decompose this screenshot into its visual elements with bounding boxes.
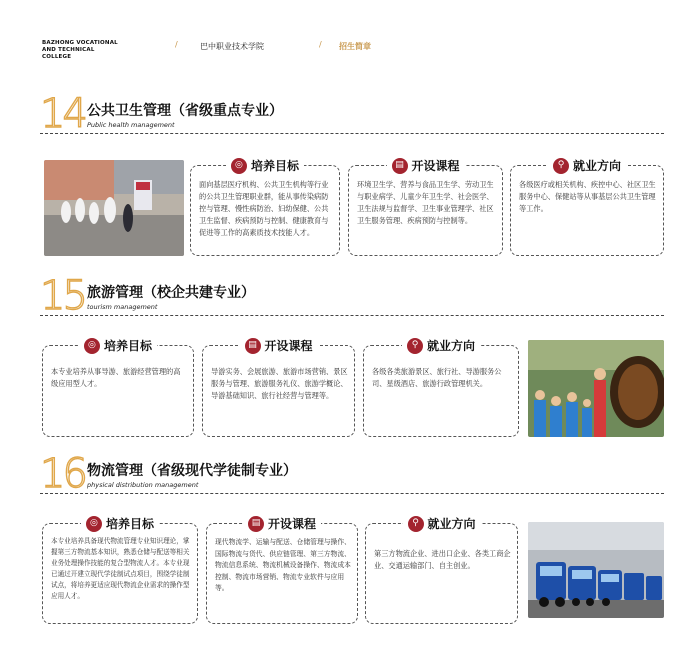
card-training-goal: ◎ 培养目标 本专业培养从事导游、旅游经营管理的高级应用型人才。 bbox=[42, 345, 194, 437]
card-courses: ▤ 开设课程 现代物流学、运输与配送、仓储管理与操作、国际物流与货代、供应链管理、第三方物流、物流信息系统、物流机械设备操作、物流成本控制、物流市场营销、物流专业软件与应用等。 bbox=[206, 523, 358, 624]
section-title: 物流管理（省级现代学徒制专业） bbox=[87, 463, 297, 479]
card-text: 各级医疗或相关机构、疾控中心、社区卫生服务中心、保健站等从事基层公共卫生管理等工作。 bbox=[519, 180, 656, 213]
college-english-name: BAZHONG VOCATIONAL AND TECHNICAL COLLEGE bbox=[42, 40, 118, 60]
location-icon: ⚲ bbox=[407, 516, 423, 532]
section-title: 公共卫生管理（省级重点专业） bbox=[87, 103, 283, 119]
section-subtitle: tourism management bbox=[87, 303, 158, 311]
card-courses: ▤ 开设课程 环境卫生学、营养与食品卫生学、劳动卫生与职业病学、儿童少年卫生学、社会医学、卫生法规与监督学、卫生事业管理学、社区卫生服务管理、疾病预防与控制等。 bbox=[348, 165, 503, 256]
page-header bbox=[42, 38, 658, 68]
section-subtitle: Public health management bbox=[87, 121, 175, 129]
section-number: 14 bbox=[40, 91, 85, 137]
public-health-photo-image bbox=[44, 160, 184, 256]
section-title: 旅游管理（校企共建专业） bbox=[87, 285, 255, 301]
header-separator: / bbox=[319, 40, 322, 49]
tourism-photo bbox=[528, 340, 664, 437]
card-career: ⚲ 就业方向 第三方物流企业、进出口企业、各类工商企业、交通运输部门、自主创业。 bbox=[365, 523, 518, 624]
location-icon: ⚲ bbox=[407, 338, 423, 354]
card-text: 第三方物流企业、进出口企业、各类工商企业、交通运输部门、自主创业。 bbox=[374, 549, 511, 570]
card-text: 本专业培养从事导游、旅游经营管理的高级应用型人才。 bbox=[51, 367, 181, 388]
header-separator: / bbox=[175, 40, 178, 49]
target-icon: ◎ bbox=[231, 158, 247, 174]
book-icon: ▤ bbox=[244, 338, 260, 354]
target-icon: ◎ bbox=[86, 516, 102, 532]
card-career: ⚲ 就业方向 各级医疗或相关机构、疾控中心、社区卫生服务中心、保健站等从事基层公共卫生管理等工作。 bbox=[510, 165, 664, 256]
section-logistics bbox=[40, 451, 664, 629]
section-divider bbox=[40, 315, 664, 316]
card-text: 各级各类旅游景区、旅行社、导游服务公司、星级酒店、旅游行政管理机关。 bbox=[372, 367, 502, 388]
card-training-goal: ◎ 培养目标 本专业培养具备现代物流管理专业知识理论，掌握第三方物流基本知识，熟悉仓储与配送等相关业务处理操作技能的复合型物流人才。本专业现已通过开建立现代学徒制试点项目，围绕学徒制试点，将培养更适应现代物流企业需求的操作型应用人才。 bbox=[42, 523, 198, 624]
logistics-photo bbox=[528, 522, 664, 618]
section-number: 15 bbox=[40, 273, 85, 319]
section-divider bbox=[40, 493, 664, 494]
location-icon: ⚲ bbox=[553, 158, 569, 174]
card-career: ⚲ 就业方向 各级各类旅游景区、旅行社、导游服务公司、星级酒店、旅游行政管理机关。 bbox=[363, 345, 519, 437]
target-icon: ◎ bbox=[84, 338, 100, 354]
card-text: 本专业培养具备现代物流管理专业知识理论，掌握第三方物流基本知识，熟悉仓储与配送等相关业务处理操作技能的复合型物流人才。本专业现已通过开建立现代学徒制试点项目，围绕学徒制试点，将培养更适应现代物流企业需求的操作型应用人才。 bbox=[51, 537, 190, 600]
tourism-photo-image bbox=[528, 340, 664, 437]
card-text: 环境卫生学、营养与食品卫生学、劳动卫生与职业病学、儿童少年卫生学、社会医学、卫生法规与监督学、卫生事业管理学、社区卫生服务管理、疾病预防与控制等。 bbox=[357, 180, 494, 225]
book-icon: ▤ bbox=[248, 516, 264, 532]
card-text: 现代物流学、运输与配送、仓储管理与操作、国际物流与货代、供应链管理、第三方物流、物流信息系统、物流机械设备操作、物流成本控制、物流市场营销、物流专业软件与应用等。 bbox=[215, 538, 351, 592]
card-text: 导游实务、会展旅游、旅游市场营销、景区服务与管理、旅游服务礼仪、旅游学概论、导游基础知识、旅行社经营与管理等。 bbox=[211, 367, 348, 400]
section-number: 16 bbox=[40, 451, 85, 497]
section-divider bbox=[40, 133, 664, 134]
section-tourism bbox=[40, 273, 664, 441]
section-subtitle: physical distribution management bbox=[87, 481, 199, 489]
brochure-label: 招生简章 bbox=[339, 42, 371, 51]
logistics-photo-image bbox=[528, 522, 664, 618]
section-public-health bbox=[40, 91, 664, 264]
card-training-goal: ◎ 培养目标 面向基层医疗机构、公共卫生机构等行业的公共卫生管理职业群，能从事传染病防控与管理、慢性病防治、妇幼保健、公共卫生监督、疾病预防与控制、健康教育与促进等工作的高素质技术技能人才。 bbox=[190, 165, 340, 256]
school-name: 巴中职业技术学院 bbox=[200, 42, 264, 51]
card-courses: ▤ 开设课程 导游实务、会展旅游、旅游市场营销、景区服务与管理、旅游服务礼仪、旅游学概论、导游基础知识、旅行社经营与管理等。 bbox=[202, 345, 355, 437]
book-icon: ▤ bbox=[391, 158, 407, 174]
card-text: 面向基层医疗机构、公共卫生机构等行业的公共卫生管理职业群，能从事传染病防控与管理、慢性病防治、妇幼保健、公共卫生监督、疾病预防与控制、健康教育与促进等工作的高素质技术技能人才。 bbox=[199, 180, 329, 237]
public-health-photo bbox=[44, 160, 184, 256]
